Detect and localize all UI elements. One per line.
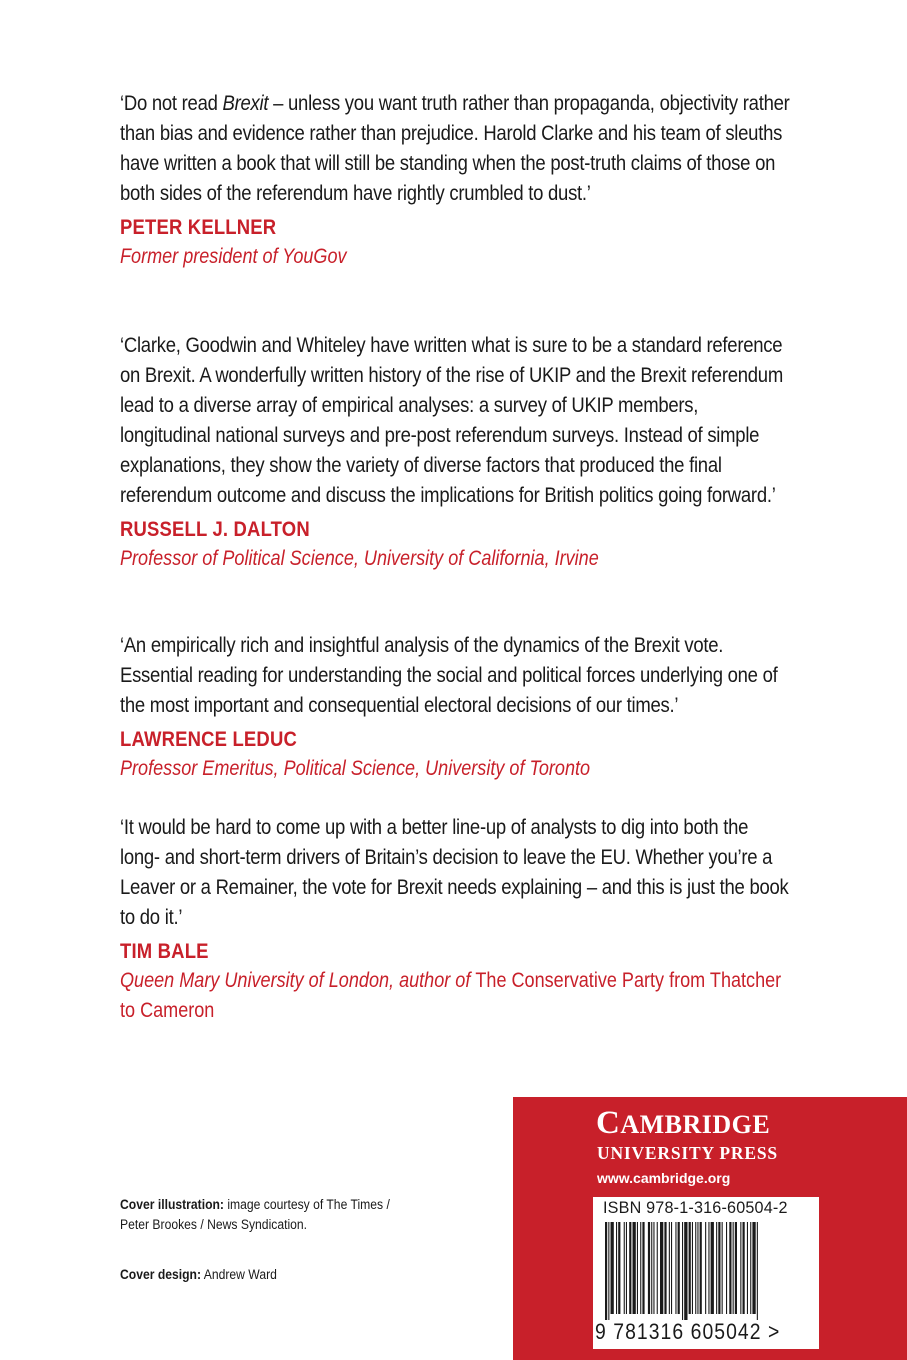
quote-text: – unless you want truth rather than propaganda, objectivity rather than bias and evidence rather than prejudice. Harold Clarke and his team of sleuths have written a book that will still be standing when the post-truth claims of those on both sides of the referendum have rightly crumbled to dust.’ [120,91,790,205]
barcode-bar [664,1222,666,1314]
barcode-bar [684,1222,687,1320]
barcode-bar [605,1222,607,1320]
barcode-bar [611,1222,614,1314]
reviewer-name: TIM BALE [120,940,209,963]
review-kellner [120,88,800,272]
barcode-bar [747,1222,748,1314]
credit-text: Andrew Ward [201,1267,277,1282]
barcode-bar [711,1222,714,1314]
barcode-bar [671,1222,672,1314]
barcode-bar [640,1222,641,1314]
reviewer-affiliation [120,966,799,1026]
affiliation-text: Queen Mary University of London, author of [120,969,476,992]
barcode-bar [743,1222,745,1314]
barcode-bar [697,1222,698,1314]
credit-text: Peter Brookes / News Syndication. [120,1217,308,1232]
publisher-panel [513,1097,907,1360]
review-quote [120,88,791,208]
barcode-bar [740,1222,741,1314]
barcode-bar [692,1222,693,1314]
barcode-bars [601,1222,811,1320]
barcode-bar [752,1222,755,1314]
reviewer-affiliation: Professor of Political Science, University of California, Irvine [120,547,599,570]
barcode-bar [733,1222,734,1314]
quote-text: ‘Do not read [120,91,223,115]
barcode-bar [708,1222,709,1314]
review-quote: ‘Clarke, Goodwin and Whiteley have written what is sure to be a standard reference on Brexit. A wonderfully written history of the rise of UKIP and the Brexit referendum lead to a diverse array of empirical analyses: a survey of UKIP members, longitudinal national surveys and pre-post referendum surveys. Instead of simple explanations, they show the variety of diverse factors that produced the final referendum outcome and discuss the implications for British politics going forward.’ [120,333,783,507]
barcode-bar [718,1222,720,1314]
barcode-bar [618,1222,620,1314]
barcode-bar [700,1222,702,1314]
barcode-bar [651,1222,652,1314]
review-quote: ‘It would be hard to come up with a better line-up of analysts to dig into both the long- and short-term drivers of Britain’s decision to leave the EU. Whether you’re a Leaver or a Remainer, the vote for Brexit needs explaining – and this is just the book to do it.’ [120,815,789,929]
credit-text: image courtesy of The Times / [223,1197,390,1212]
barcode-bar [757,1222,758,1320]
cover-design-credit [120,1265,277,1285]
credit-label: Cover illustration: [120,1197,224,1212]
barcode-bar [660,1222,663,1314]
barcode-bar [624,1222,625,1314]
barcode-bar [669,1222,670,1314]
barcode-bar [750,1222,751,1314]
barcode-bar [695,1222,696,1314]
barcode-bar [722,1222,723,1314]
reviewer-affiliation: Professor Emeritus, Political Science, University of Toronto [120,757,591,780]
barcode-bar [705,1222,706,1314]
publisher-name-initial: C [596,1105,621,1141]
barcode-bar [629,1222,631,1314]
publisher-url: www.cambridge.org [597,1170,731,1186]
publisher-name-rest: AMBRIDGE [620,1110,771,1139]
review-bale [120,812,800,1026]
reviewer-name: RUSSELL J. DALTON [120,518,310,541]
barcode-bar [616,1222,617,1314]
barcode-bar [716,1222,717,1314]
barcode-bar [678,1222,680,1314]
barcode-bar [642,1222,644,1314]
book-title: The Conservative Party from Thatcher to Cameron [120,969,782,1022]
reviewer-name: PETER KELLNER [120,216,277,239]
barcode-bar [682,1222,683,1320]
reviewer-name: LAWRENCE LEDUC [120,728,298,751]
cover-illustration-credit [120,1195,390,1235]
review-dalton [120,330,800,574]
barcode-bar [735,1222,737,1314]
barcode-bar [689,1222,691,1314]
barcode-bar [637,1222,638,1314]
barcode-bar [726,1222,727,1314]
credit-label: Cover design: [120,1267,202,1282]
barcode-digits: 9 781316 605042 > [595,1319,781,1344]
barcode-bar [657,1222,658,1314]
reviewer-affiliation: Former president of YouGov [120,245,347,268]
barcode-bar [626,1222,627,1314]
barcode-bar [608,1222,609,1320]
publisher-press: UNIVERSITY PRESS [597,1143,778,1163]
barcode-bar [675,1222,676,1314]
publisher-name [596,1105,770,1143]
book-title-italic: Brexit [222,91,269,115]
isbn-barcode [593,1197,819,1349]
barcode-bar [648,1222,650,1314]
barcode-bar [633,1222,636,1314]
barcode-bar [653,1222,654,1314]
isbn-label: ISBN 978-1-316-60504-2 [603,1198,788,1217]
barcode-bar [729,1222,731,1314]
review-leduc [120,630,800,784]
review-quote: ‘An empirically rich and insightful analysis of the dynamics of the Brexit vote. Essential reading for understanding the social and political forces underlying one of the most important and consequential electoral decisions of our times.’ [120,633,778,717]
